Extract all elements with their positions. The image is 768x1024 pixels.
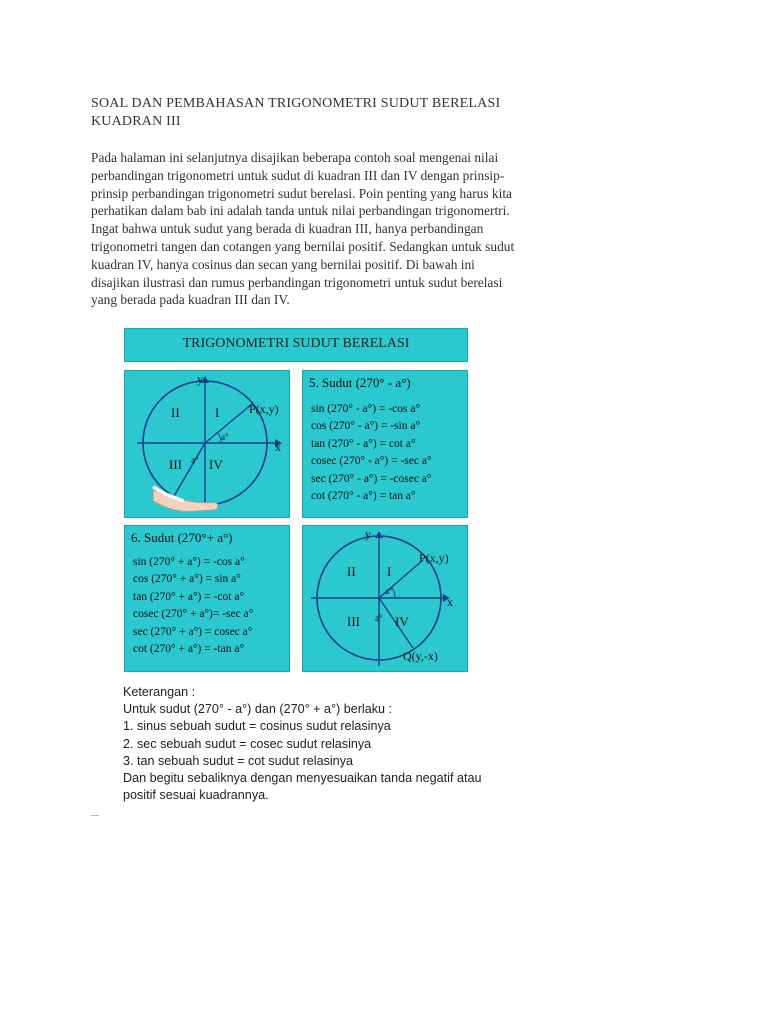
quadrant-iii-label: III — [169, 457, 182, 472]
section-6-title: 6. Sudut (270°+ a°) — [131, 530, 233, 545]
section-6-formulas — [133, 554, 253, 658]
formula-item: cot (270° - a°) = tan a° — [311, 490, 416, 503]
formula-item: cosec (270° - a°) = -sec a° — [311, 455, 432, 468]
quadrant-iii-label: III — [347, 614, 360, 629]
notes-line: Dan begitu sebaliknya dengan menyesuaikan tanda negatif atau — [123, 771, 482, 786]
quadrant-i-label: I — [215, 405, 220, 420]
quadrant-iv-label: IV — [209, 457, 223, 472]
notes-heading: Keterangan : — [123, 685, 196, 699]
section-6-panel — [124, 525, 290, 672]
y-axis-label: y — [197, 372, 203, 386]
formula-item: tan (270° - a°) = cot a° — [311, 437, 416, 450]
figure-notes — [123, 684, 483, 804]
y-axis-label: y — [365, 527, 371, 541]
point-p-label: P(x,y) — [419, 551, 449, 565]
title-line: SOAL DAN PEMBAHASAN TRIGONOMETRI SUDUT BERELASI — [91, 96, 501, 111]
angle-label-lower: a° — [375, 613, 383, 623]
quadrant-iv-label: IV — [395, 614, 409, 629]
notes-line: 2. sec sebuah sudut = cosec sudut relasinya — [123, 736, 372, 751]
notes-line: positif sesuai kuadrannya. — [123, 788, 269, 803]
pointing-hand-icon — [151, 485, 221, 515]
section-5-title: 5. Sudut (270° - a°) — [309, 375, 411, 390]
figure-header-text: TRIGONOMETRI SUDUT BERELASI — [182, 336, 410, 351]
formula-item: cot (270° + a°) = -tan a° — [133, 643, 245, 656]
x-axis-label: x — [275, 440, 281, 454]
notes-line: 3. tan sebuah sudut = cot sudut relasinya — [123, 753, 353, 768]
notes-line: Untuk sudut (270° - a°) dan (270° + a°) berlaku : — [123, 702, 393, 717]
point-p-label: P(x,y) — [249, 402, 279, 416]
paragraph-line: disajikan ilustrasi dan rumus perbandingan trigonometri untuk sudut berelasi — [91, 274, 503, 290]
page-mark — [91, 815, 99, 818]
formula-item: cos (270° - a°) = -sin a° — [311, 420, 421, 433]
formula-item: sec (270° - a°) = -cosec a° — [311, 472, 432, 485]
formula-item: cosec (270° + a°)= -sec a° — [133, 608, 254, 621]
unit-circle-diagram-1 — [124, 370, 290, 518]
quadrant-ii-label: II — [347, 564, 356, 579]
formula-item: sec (270° + a°) = cosec a° — [133, 625, 253, 638]
unit-circle-diagram-2 — [302, 525, 468, 672]
paragraph-line: trigonometri tangen dan cotangen yang bernilai positif. Sedangkan untuk sudut — [91, 238, 515, 254]
quadrant-i-label: I — [387, 564, 392, 579]
formula-item: tan (270° + a°) = -cot a° — [133, 590, 245, 603]
paragraph-line: yang berada pada kuadran III dan IV. — [91, 292, 290, 308]
document-title — [91, 95, 561, 131]
notes-line: 1. sinus sebuah sudut = cosinus sudut relasinya — [123, 719, 391, 734]
section-5-panel — [302, 370, 468, 518]
paragraph-line: kuadran IV, hanya cosinus dan secan yang bernilai positif. Di bawah ini — [91, 256, 475, 272]
paragraph-line: perbandingan trigonometri untuk sudut di kuadran III dan IV dengan prinsip- — [91, 167, 505, 183]
paragraph-line: perhatikan dalam bab ini adalah tanda untuk nilai perbandingan trigonomertri. — [91, 203, 510, 219]
quadrant-ii-label: II — [171, 405, 180, 420]
point-q-label: Q(y,-x) — [403, 649, 438, 663]
title-line: KUADRAN III — [91, 114, 181, 129]
unit-circle-svg-2 — [303, 526, 467, 671]
formula-item: sin (270° + a°) = -cos a° — [133, 556, 245, 568]
section-5-formulas — [311, 401, 432, 505]
angle-label: a° — [221, 432, 229, 442]
paragraph-line: Pada halaman ini selanjutnya disajikan beberapa contoh soal mengenai nilai — [91, 150, 499, 165]
paragraph-line: Ingat bahwa untuk sudut yang berada di kuadran III, hanya perbandingan — [91, 221, 484, 237]
formula-item: sin (270° - a°) = -cos a° — [311, 403, 421, 415]
intro-paragraph — [91, 149, 571, 309]
paragraph-line: prinsip perbandingan trigonometri sudut berelasi. Poin penting yang harus kita — [91, 185, 512, 201]
angle-label-lower: a° — [191, 455, 199, 465]
angle-label: a° — [385, 586, 393, 596]
figure-header — [124, 328, 468, 362]
formula-item: cos (270° + a°) = sin a° — [133, 573, 241, 586]
x-axis-label: x — [447, 595, 453, 609]
